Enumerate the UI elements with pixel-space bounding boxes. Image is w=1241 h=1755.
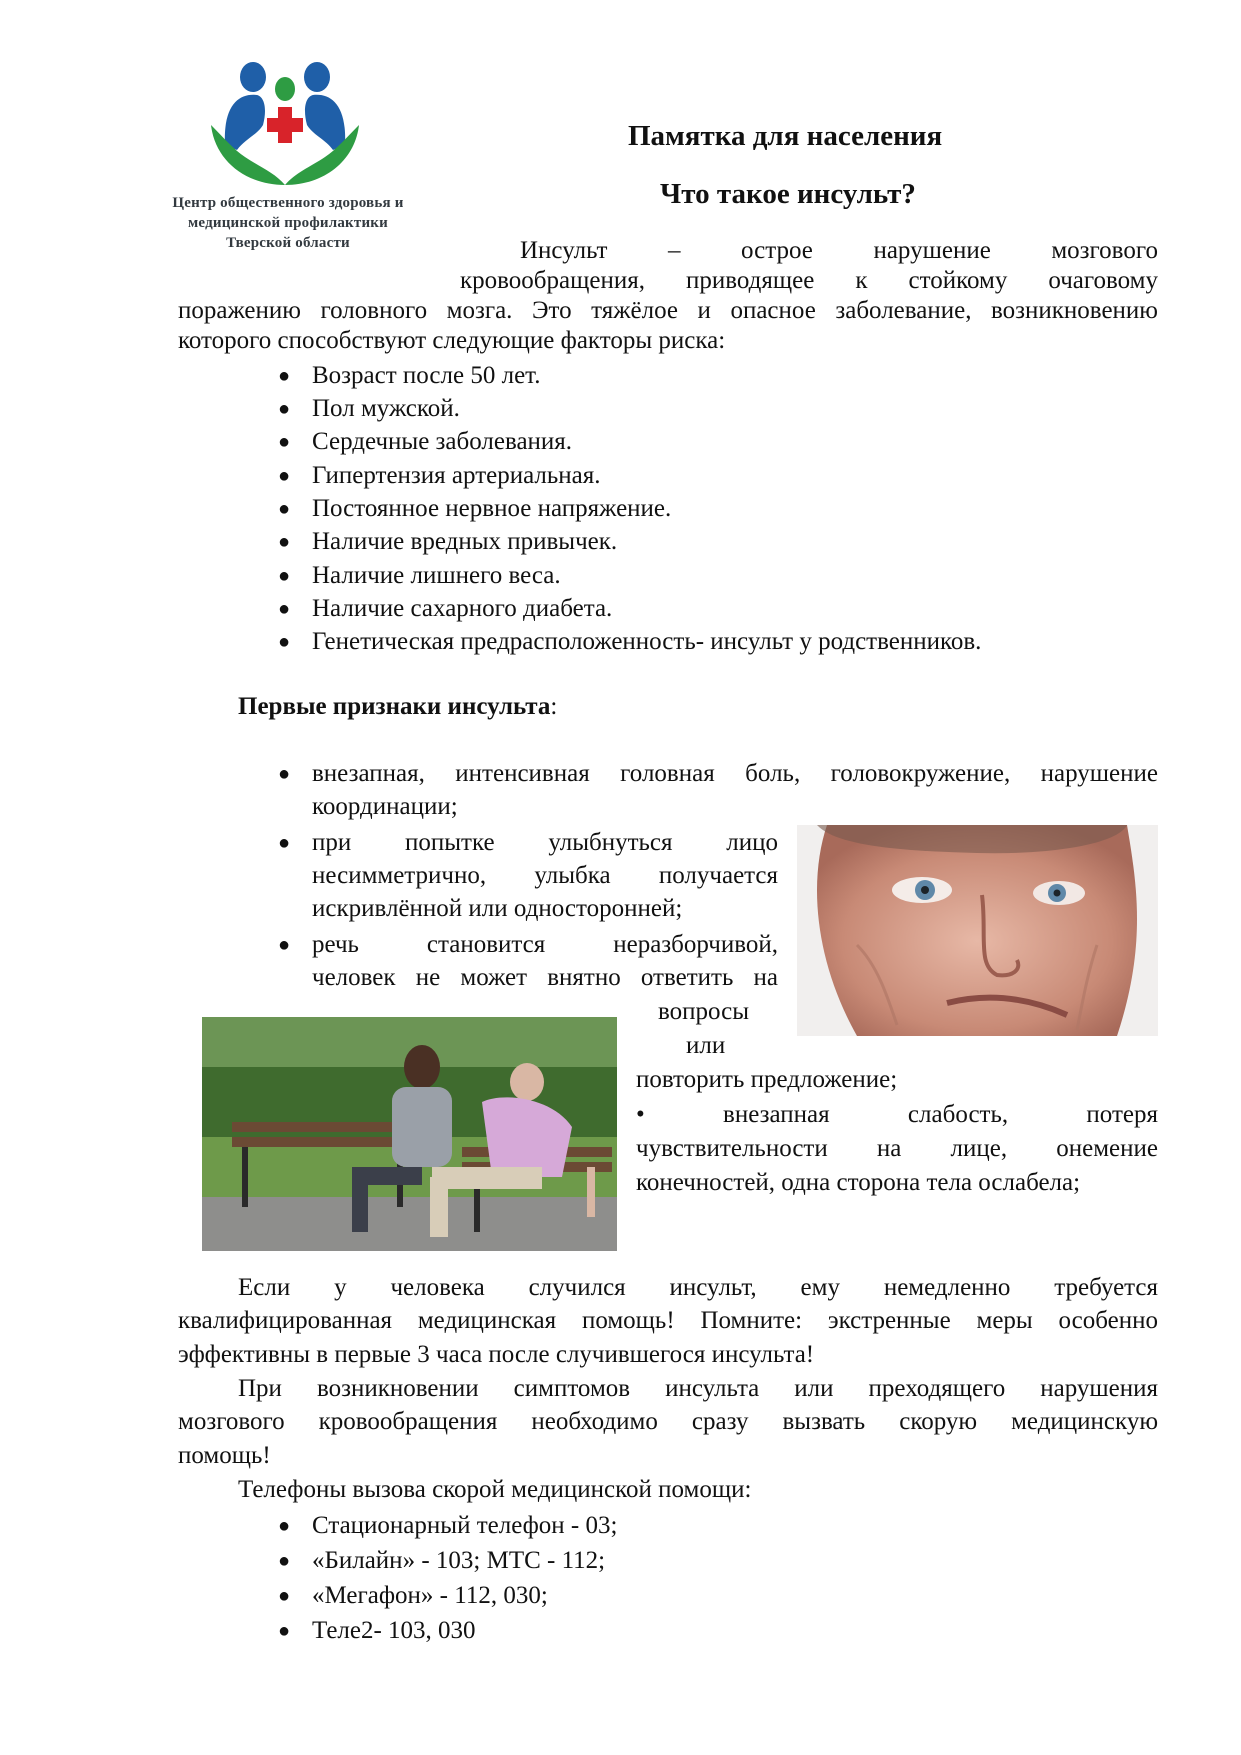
bullet-icon: ●: [278, 1550, 291, 1572]
intro-line-2: кровообращения, приводящее к стойкому очаговому: [460, 267, 1158, 294]
signs-heading-colon: :: [550, 693, 558, 720]
emergency-p2-line-3: помощь!: [178, 1442, 271, 1469]
bullet-icon: ●: [278, 365, 291, 387]
bullet-icon: ●: [278, 598, 291, 620]
signs-heading-text: Первые признаки инсульта: [238, 693, 551, 720]
intro-line-1: [520, 236, 1158, 266]
bullet-icon: ●: [278, 1620, 291, 1642]
bullet-icon: ●: [278, 631, 291, 653]
bullet-icon: ●: [278, 498, 291, 520]
intro-line-3: поражению головного мозга. Это тяжёлое и опасное заболевание, возникновению: [178, 297, 1158, 324]
sign-3-line-4: или: [686, 1032, 726, 1059]
emergency-p1-line-3: эффективны в первые 3 часа после случившегося инсульта!: [178, 1341, 815, 1368]
list-item: Сердечные заболевания.: [312, 428, 573, 455]
intro-word: нарушение: [873, 237, 991, 264]
sign-3-line-1: речь становится неразборчивой,: [312, 931, 778, 958]
list-item: Теле2- 103, 030: [312, 1617, 476, 1644]
bullet-icon: ●: [278, 531, 291, 553]
sign-3-line-3: вопросы: [658, 998, 750, 1025]
list-item: Гипертензия артериальная.: [312, 462, 601, 489]
logo: [205, 55, 365, 195]
emergency-p1-line-2: квалифицированная медицинская помощь! Помните: экстренные меры особенно: [178, 1307, 1158, 1334]
list-item: Наличие сахарного диабета.: [312, 595, 613, 622]
bullet-icon: ●: [278, 934, 291, 956]
sign-2-line-2: несимметрично, улыбка получается: [312, 862, 778, 889]
intro-word: острое: [741, 237, 813, 264]
logo-emblem-icon: [205, 55, 365, 195]
org-line-3: Тверской области: [226, 235, 350, 251]
list-item: Возраст после 50 лет.: [312, 362, 541, 389]
page-subtitle: Что такое инсульт?: [660, 178, 916, 210]
sign-1-line-2: координации;: [312, 793, 458, 820]
org-line-2: медицинской профилактики: [188, 215, 388, 231]
emergency-p1-line-1: Если у человека случился инсульт, ему немедленно требуется: [238, 1274, 1158, 1301]
org-line-1: Центр общественного здоровья и: [172, 195, 404, 211]
sign-2-line-3: искривлённой или односторонней;: [312, 895, 683, 922]
list-item: «Мегафон» - 112, 030;: [312, 1582, 548, 1609]
sign-4-line-1: • внезапная слабость, потеря: [636, 1101, 1158, 1128]
intro-line-4: которого способствуют следующие факторы риска:: [178, 327, 726, 354]
sign-3-line-5: повторить предложение;: [636, 1066, 898, 1093]
park-bench-photo: [202, 1017, 617, 1251]
page-title: Памятка для населения: [628, 120, 943, 152]
sign-1-line-1: внезапная, интенсивная головная боль, головокружение, нарушение: [312, 760, 1158, 787]
face-photo-image: [797, 825, 1158, 1036]
emergency-p2-line-2: мозгового кровообращения необходимо сразу вызвать скорую медицинскую: [178, 1408, 1158, 1435]
bullet-icon: ●: [278, 465, 291, 487]
sign-4-line-2: чувствительности на лице, онемение: [636, 1135, 1158, 1162]
list-item: Стационарный телефон - 03;: [312, 1512, 618, 1539]
bullet-icon: ●: [278, 565, 291, 587]
intro-word: мозгового: [1051, 237, 1158, 264]
bullet-icon: ●: [278, 1515, 291, 1537]
intro-word: –: [668, 237, 681, 264]
face-photo: [797, 825, 1158, 1036]
list-item: Пол мужской.: [312, 395, 460, 422]
emergency-p2-line-1: При возникновении симптомов инсульта или преходящего нарушения: [238, 1375, 1158, 1402]
park-bench-photo-image: [202, 1017, 617, 1251]
organization-name: [128, 193, 448, 253]
bullet-icon: ●: [278, 763, 291, 785]
list-item: «Билайн» - 103; МТС - 112;: [312, 1547, 606, 1574]
bullet-icon: ●: [278, 431, 291, 453]
signs-heading: [238, 692, 557, 722]
phones-heading: Телефоны вызова скорой медицинской помощи:: [238, 1476, 752, 1503]
sign-3-line-2: человек не может внятно ответить на: [312, 964, 778, 991]
bullet-icon: ●: [278, 1585, 291, 1607]
sign-4-line-3: конечностей, одна сторона тела ослабела;: [636, 1169, 1081, 1196]
bullet-icon: ●: [278, 398, 291, 420]
list-item: Наличие вредных привычек.: [312, 528, 618, 555]
list-item: Постоянное нервное напряжение.: [312, 495, 672, 522]
intro-word: Инсульт: [520, 237, 608, 264]
list-item: Наличие лишнего веса.: [312, 562, 561, 589]
bullet-icon: ●: [278, 832, 291, 854]
sign-2-line-1: при попытке улыбнуться лицо: [312, 829, 778, 856]
list-item: Генетическая предрасположенность- инсульт у родственников.: [312, 628, 982, 655]
